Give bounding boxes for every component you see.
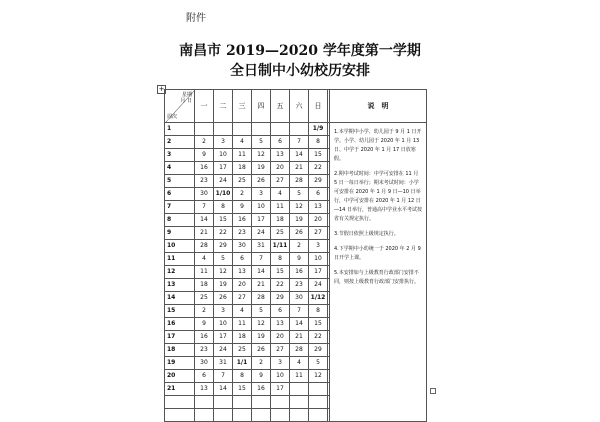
date-cell: 17 xyxy=(214,331,233,344)
date-cell: 23 xyxy=(233,227,252,240)
date-cell: 23 xyxy=(195,175,214,188)
date-cell: 29 xyxy=(309,344,328,357)
date-cell: 15 xyxy=(271,266,290,279)
spacer-cell xyxy=(328,162,330,175)
date-cell: 3 xyxy=(309,240,328,253)
week-number: 10 xyxy=(165,240,195,253)
date-cell: 18 xyxy=(195,279,214,292)
date-cell xyxy=(252,396,271,409)
date-cell: 6 xyxy=(233,253,252,266)
date-cell: 11 xyxy=(195,266,214,279)
day-header: 六 xyxy=(290,90,309,123)
date-cell: 29 xyxy=(271,292,290,305)
week-number: 3 xyxy=(165,149,195,162)
spacer-cell xyxy=(328,318,330,331)
date-cell: 20 xyxy=(233,279,252,292)
date-cell: 12 xyxy=(290,201,309,214)
day-header: 五 xyxy=(271,90,290,123)
week-number: 12 xyxy=(165,266,195,279)
date-cell: 12 xyxy=(252,149,271,162)
date-cell: 9 xyxy=(195,318,214,331)
date-cell: 11 xyxy=(290,370,309,383)
spacer-cell xyxy=(328,253,330,266)
date-cell: 18 xyxy=(271,214,290,227)
notes-header: 说 明 xyxy=(330,90,427,123)
attachment-label: 附件 xyxy=(186,13,206,24)
date-cell: 5 xyxy=(309,357,328,370)
date-cell xyxy=(252,123,271,136)
page-corner-marker xyxy=(430,388,436,394)
spacer-cell xyxy=(328,370,330,383)
page-subtitle: 全日制中小幼校历安排 xyxy=(230,63,370,79)
date-cell: 3 xyxy=(214,305,233,318)
week-number: 2 xyxy=(165,136,195,149)
date-cell: 30 xyxy=(290,292,309,305)
date-cell: 16 xyxy=(252,383,271,396)
date-cell: 12 xyxy=(252,318,271,331)
spacer-cell xyxy=(328,305,330,318)
week-number: 11 xyxy=(165,253,195,266)
date-cell: 24 xyxy=(252,227,271,240)
spacer-cell xyxy=(328,227,330,240)
spacer-cell xyxy=(328,292,330,305)
date-cell: 4 xyxy=(195,253,214,266)
date-cell: 31 xyxy=(214,357,233,370)
week-number: 1 xyxy=(165,123,195,136)
week-number: 6 xyxy=(165,188,195,201)
date-cell: 13 xyxy=(271,318,290,331)
spacer-cell xyxy=(328,201,330,214)
week-number: 4 xyxy=(165,162,195,175)
note-item: 3.节假日依照上级规定执行。 xyxy=(334,231,399,237)
date-cell: 25 xyxy=(233,175,252,188)
day-header: 四 xyxy=(252,90,271,123)
date-cell: 1/9 xyxy=(309,123,328,136)
date-cell: 12 xyxy=(309,370,328,383)
date-cell: 15 xyxy=(233,383,252,396)
date-cell: 17 xyxy=(252,214,271,227)
date-cell: 10 xyxy=(252,201,271,214)
date-cell: 24 xyxy=(309,279,328,292)
date-cell xyxy=(290,396,309,409)
week-number: 14 xyxy=(165,292,195,305)
date-cell: 7 xyxy=(252,253,271,266)
date-cell: 13 xyxy=(309,201,328,214)
date-cell: 26 xyxy=(290,227,309,240)
date-cell: 30 xyxy=(233,240,252,253)
date-cell: 9 xyxy=(195,149,214,162)
date-cell: 18 xyxy=(233,162,252,175)
week-number: 21 xyxy=(165,383,195,396)
date-cell xyxy=(290,409,309,422)
day-header: 一 xyxy=(195,90,214,123)
date-cell: 22 xyxy=(309,331,328,344)
date-cell: 21 xyxy=(290,162,309,175)
date-cell: 2 xyxy=(195,305,214,318)
week-number xyxy=(165,409,195,422)
date-cell: 8 xyxy=(271,253,290,266)
date-cell xyxy=(233,409,252,422)
date-cell: 2 xyxy=(233,188,252,201)
date-cell: 28 xyxy=(195,240,214,253)
day-header: 日 xyxy=(309,90,328,123)
spacer-cell xyxy=(328,240,330,253)
date-cell xyxy=(195,396,214,409)
date-cell: 2 xyxy=(290,240,309,253)
date-cell: 5 xyxy=(252,305,271,318)
date-cell xyxy=(214,396,233,409)
date-cell: 9 xyxy=(252,370,271,383)
date-cell: 16 xyxy=(195,331,214,344)
date-cell: 26 xyxy=(252,175,271,188)
day-header: 二 xyxy=(214,90,233,123)
date-cell xyxy=(271,396,290,409)
date-cell xyxy=(233,396,252,409)
date-cell: 6 xyxy=(195,370,214,383)
date-cell: 3 xyxy=(271,357,290,370)
header-row xyxy=(165,90,427,123)
date-cell: 31 xyxy=(252,240,271,253)
week-number: 7 xyxy=(165,201,195,214)
date-cell xyxy=(309,383,328,396)
date-cell: 16 xyxy=(290,266,309,279)
date-cell: 14 xyxy=(290,318,309,331)
header-week: 周次 xyxy=(167,114,178,120)
day-header: 三 xyxy=(233,90,252,123)
date-cell: 17 xyxy=(309,266,328,279)
date-cell: 21 xyxy=(252,279,271,292)
date-cell: 10 xyxy=(309,253,328,266)
date-cell: 30 xyxy=(195,188,214,201)
date-cell: 7 xyxy=(195,201,214,214)
date-cell: 14 xyxy=(214,383,233,396)
date-cell xyxy=(214,409,233,422)
week-number: 5 xyxy=(165,175,195,188)
date-cell: 15 xyxy=(309,149,328,162)
date-cell: 5 xyxy=(290,188,309,201)
date-cell: 3 xyxy=(214,136,233,149)
date-cell: 6 xyxy=(309,188,328,201)
date-cell: 27 xyxy=(271,344,290,357)
date-cell: 19 xyxy=(252,331,271,344)
note-item: 2.期中考试时间：中学可安排在 11 月 5 日一每日举行；期末考试时间：小学可安排在 2020 年 1 月 9 日—10 日举行，中学可安排在 2020 年 1 月 12 日—14 日举行，普通高中学业水平考试按省有关规定执行。 xyxy=(334,171,422,222)
date-cell xyxy=(233,123,252,136)
date-cell: 26 xyxy=(214,292,233,305)
spacer-cell xyxy=(328,409,330,422)
spacer-cell xyxy=(328,175,330,188)
date-cell: 9 xyxy=(290,253,309,266)
spacer-cell xyxy=(328,344,330,357)
date-cell: 19 xyxy=(290,214,309,227)
week-number: 16 xyxy=(165,318,195,331)
spacer-cell xyxy=(328,188,330,201)
date-cell: 7 xyxy=(290,305,309,318)
week-number: 13 xyxy=(165,279,195,292)
calendar-body xyxy=(165,90,427,422)
week-number: 18 xyxy=(165,344,195,357)
date-cell: 7 xyxy=(214,370,233,383)
date-cell: 27 xyxy=(233,292,252,305)
date-cell xyxy=(309,409,328,422)
week-number: 17 xyxy=(165,331,195,344)
date-cell: 8 xyxy=(309,136,328,149)
date-cell: 2 xyxy=(195,136,214,149)
date-cell: 11 xyxy=(233,318,252,331)
date-cell: 13 xyxy=(233,266,252,279)
notes-cell xyxy=(330,123,427,422)
date-cell: 27 xyxy=(309,227,328,240)
spacer-cell xyxy=(328,149,330,162)
date-cell xyxy=(290,383,309,396)
date-cell: 12 xyxy=(214,266,233,279)
date-cell: 23 xyxy=(290,279,309,292)
week-number: 19 xyxy=(165,357,195,370)
date-cell xyxy=(214,123,233,136)
date-cell: 13 xyxy=(195,383,214,396)
date-cell: 14 xyxy=(195,214,214,227)
spacer-cell xyxy=(328,136,330,149)
date-cell: 14 xyxy=(252,266,271,279)
date-cell xyxy=(252,409,271,422)
date-cell: 2 xyxy=(252,357,271,370)
date-cell: 30 xyxy=(195,357,214,370)
date-cell: 6 xyxy=(271,136,290,149)
week-number: 20 xyxy=(165,370,195,383)
date-cell: 4 xyxy=(290,357,309,370)
date-cell: 25 xyxy=(195,292,214,305)
date-cell: 24 xyxy=(214,175,233,188)
date-cell: 8 xyxy=(233,370,252,383)
date-cell: 25 xyxy=(271,227,290,240)
date-cell: 17 xyxy=(214,162,233,175)
date-cell: 27 xyxy=(271,175,290,188)
spacer-cell xyxy=(328,383,330,396)
date-cell: 28 xyxy=(290,344,309,357)
note-item: 4.下学期中小幼统一于 2020 年 2 月 9 日开学上课。 xyxy=(334,246,421,261)
date-cell: 22 xyxy=(271,279,290,292)
date-cell: 6 xyxy=(271,305,290,318)
spacer-cell xyxy=(328,357,330,370)
date-cell: 1/12 xyxy=(309,292,328,305)
week-number: 9 xyxy=(165,227,195,240)
spacer-cell xyxy=(328,266,330,279)
date-cell: 3 xyxy=(252,188,271,201)
date-cell: 23 xyxy=(195,344,214,357)
week-number: 8 xyxy=(165,214,195,227)
date-cell: 8 xyxy=(214,201,233,214)
date-cell: 11 xyxy=(233,149,252,162)
date-cell: 5 xyxy=(252,136,271,149)
date-cell: 10 xyxy=(271,370,290,383)
spacer-cell xyxy=(328,214,330,227)
note-item: 1.本学期中小学、幼儿园于 9 月 1 日开学。小学、幼儿园于 2020 年 1 月 13 日、中学于 2020 年 1 月 17 日放寒假。 xyxy=(334,129,422,162)
date-cell: 29 xyxy=(214,240,233,253)
date-cell: 17 xyxy=(271,383,290,396)
date-cell: 10 xyxy=(214,318,233,331)
date-cell: 29 xyxy=(309,175,328,188)
date-cell: 24 xyxy=(214,344,233,357)
calendar-table xyxy=(164,89,427,422)
date-cell: 7 xyxy=(290,136,309,149)
date-cell xyxy=(290,123,309,136)
date-cell: 28 xyxy=(252,292,271,305)
date-cell: 5 xyxy=(214,253,233,266)
date-cell: 4 xyxy=(233,305,252,318)
week-number xyxy=(165,396,195,409)
date-cell: 19 xyxy=(252,162,271,175)
date-cell: 20 xyxy=(271,331,290,344)
date-cell: 21 xyxy=(290,331,309,344)
date-cell: 1/10 xyxy=(214,188,233,201)
date-cell: 15 xyxy=(309,318,328,331)
date-cell: 22 xyxy=(309,162,328,175)
date-cell xyxy=(195,123,214,136)
date-cell: 26 xyxy=(252,344,271,357)
date-cell: 16 xyxy=(195,162,214,175)
date-cell xyxy=(271,409,290,422)
date-cell xyxy=(309,396,328,409)
date-cell: 20 xyxy=(309,214,328,227)
date-cell: 9 xyxy=(233,201,252,214)
note-item: 5.本安排如与上级教育行政部门安排不同，则按上级教育行政部门安排执行。 xyxy=(334,270,420,285)
date-cell: 1/11 xyxy=(271,240,290,253)
table-move-handle-icon[interactable]: + xyxy=(158,85,165,93)
date-cell: 22 xyxy=(214,227,233,240)
header-corner-cell xyxy=(165,90,195,123)
date-cell: 10 xyxy=(214,149,233,162)
header-star: 星期 月 日 xyxy=(180,92,192,104)
date-cell: 21 xyxy=(195,227,214,240)
date-cell: 8 xyxy=(309,305,328,318)
week-number: 15 xyxy=(165,305,195,318)
date-cell: 20 xyxy=(271,162,290,175)
date-cell: 4 xyxy=(271,188,290,201)
spacer-cell xyxy=(328,331,330,344)
page-title: 南昌市 2019—2020 学年度第一学期 xyxy=(179,43,421,59)
date-cell: 13 xyxy=(271,149,290,162)
table-row xyxy=(165,123,427,136)
date-cell: 1/1 xyxy=(233,357,252,370)
date-cell: 25 xyxy=(233,344,252,357)
date-cell: 16 xyxy=(233,214,252,227)
date-cell: 4 xyxy=(233,136,252,149)
date-cell: 28 xyxy=(290,175,309,188)
date-cell xyxy=(195,409,214,422)
date-cell: 19 xyxy=(214,279,233,292)
spacer-cell xyxy=(328,396,330,409)
spacer-cell xyxy=(328,279,330,292)
date-cell: 11 xyxy=(271,201,290,214)
date-cell: 18 xyxy=(233,331,252,344)
date-cell xyxy=(271,123,290,136)
date-cell: 14 xyxy=(290,149,309,162)
date-cell: 15 xyxy=(214,214,233,227)
